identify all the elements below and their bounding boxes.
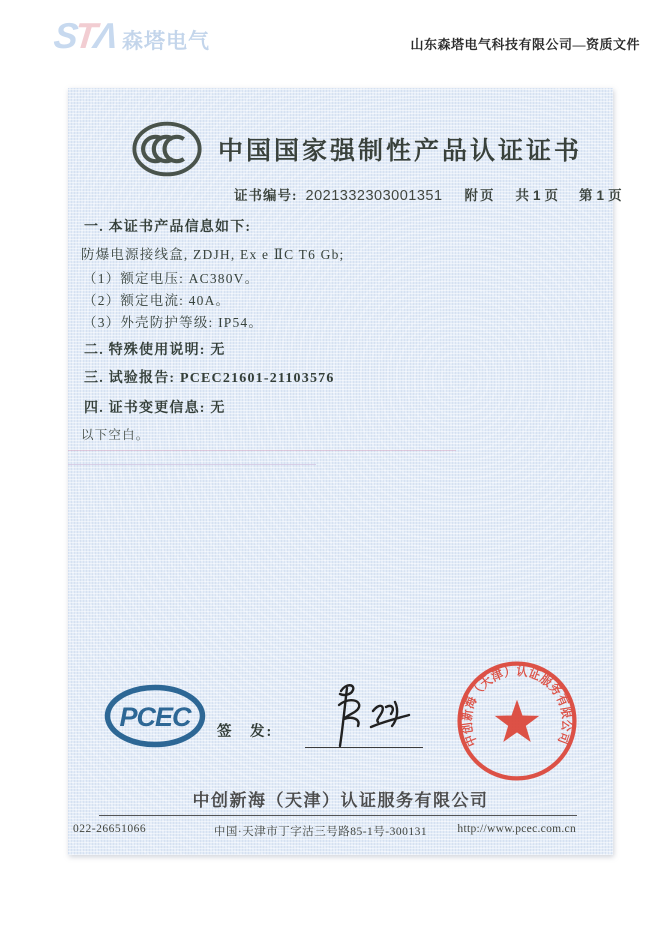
certificate-number-row bbox=[234, 184, 623, 204]
total-pages-number: 1 bbox=[533, 188, 542, 203]
rated-voltage: （1）额定电压: AC380V。 bbox=[83, 271, 260, 286]
blank-below-note: 以下空白。 bbox=[81, 428, 150, 442]
section-1-title: 一. 本证书产品信息如下: bbox=[84, 220, 252, 235]
seal-company-text: 中创新海（天津）认证服务有限公司 bbox=[458, 662, 576, 749]
handwritten-signature bbox=[311, 680, 423, 750]
seal-star-icon bbox=[495, 700, 540, 742]
footer-divider bbox=[99, 815, 577, 816]
scan-artifact-line bbox=[68, 464, 316, 465]
ip-rating: （3）外壳防护等级: IP54。 bbox=[83, 315, 264, 330]
red-company-seal bbox=[455, 659, 579, 783]
current-page-prefix: 第 bbox=[579, 188, 594, 203]
section-4-change-info: 四. 证书变更信息: 无 bbox=[84, 401, 226, 416]
annex-label: 附页 bbox=[464, 188, 496, 203]
sta-letter-t: T bbox=[72, 15, 97, 56]
document-qualification-label: 山东森塔电气科技有限公司—资质文件 bbox=[410, 37, 640, 52]
certificate-title: 中国国家强制性产品认证证书 bbox=[218, 138, 583, 165]
issuer-company-name: 中创新海（天津）认证服务有限公司 bbox=[192, 791, 489, 810]
pcec-logo-icon bbox=[103, 684, 207, 748]
issued-by-label: 签 发: bbox=[217, 724, 274, 740]
ccc-certification-icon bbox=[130, 120, 204, 178]
footer-phone: 022-26651066 bbox=[73, 823, 147, 835]
product-description: 防爆电源接线盒, ZDJH, Ex e ⅡC T6 Gb; bbox=[81, 247, 345, 262]
sta-company-short: 森塔电气 bbox=[122, 30, 211, 53]
footer-address: 中国·天津市丁字沽三号路85-1号-300131 bbox=[213, 826, 428, 838]
pcec-logo-text: PCEC bbox=[119, 702, 191, 732]
current-page-number: 1 bbox=[596, 188, 606, 203]
sta-letter-s: S bbox=[51, 15, 78, 56]
total-pages-suffix: 页 bbox=[544, 188, 560, 203]
total-pages bbox=[516, 184, 560, 204]
rated-current: （2）额定电流: 40A。 bbox=[83, 293, 231, 308]
signature-line bbox=[305, 747, 423, 748]
section-3-test-report: 三. 试验报告: PCEC21601-21103576 bbox=[84, 371, 335, 386]
footer-contact-row bbox=[68, 823, 613, 839]
section-2-special-use: 二. 特殊使用说明: 无 bbox=[84, 343, 226, 358]
sta-brand-logo bbox=[51, 15, 211, 56]
cert-no-value: 2021332303001351 bbox=[305, 188, 443, 204]
cert-no-label: 证书编号: bbox=[234, 188, 298, 203]
footer-website: http://www.pcec.com.cn bbox=[457, 823, 576, 835]
sta-letter-a: Λ bbox=[91, 15, 118, 56]
total-pages-prefix: 共 bbox=[515, 188, 531, 203]
current-page-suffix: 页 bbox=[608, 188, 623, 203]
certificate-page bbox=[68, 88, 623, 855]
current-page bbox=[579, 184, 623, 204]
scan-artifact-line bbox=[68, 450, 456, 451]
